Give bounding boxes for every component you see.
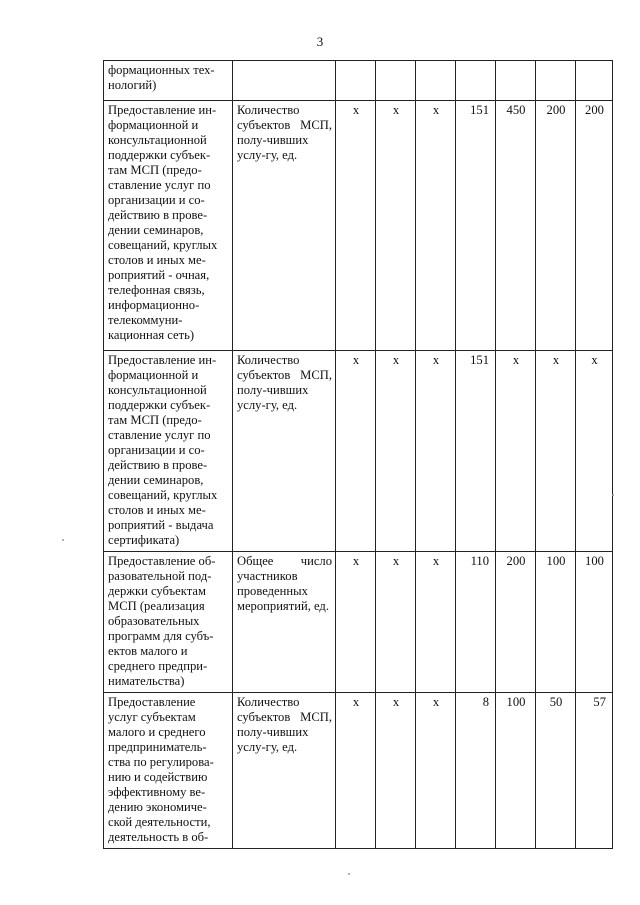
value-cell <box>336 61 376 101</box>
value-cell: х <box>416 693 456 849</box>
table-row <box>104 552 613 693</box>
value-cell <box>496 61 536 101</box>
value-cell: х <box>576 351 613 552</box>
service-cell: формационных тех- нологий) <box>104 61 233 101</box>
value-cell <box>536 61 576 101</box>
value-cell: х <box>416 552 456 693</box>
value-cell <box>576 61 613 101</box>
scan-speck <box>62 539 64 541</box>
value-cell: х <box>376 351 416 552</box>
service-cell: Предоставление ин- формационной и консультационной поддержки субъек- там МСП (предо- ставление услуг по организации и со- действию в прове- дении семинаров, совещаний, круглых столов и иных ме- роприятий - очная, телефонная связь, информационно- телекоммуни- кационная сеть) <box>104 101 233 351</box>
value-cell: 100 <box>496 693 536 849</box>
value-cell <box>376 61 416 101</box>
value-cell <box>456 61 496 101</box>
table-row <box>104 101 613 351</box>
indicator-cell <box>233 61 336 101</box>
value-cell <box>416 61 456 101</box>
value-cell: 100 <box>576 552 613 693</box>
value-cell: х <box>416 351 456 552</box>
scan-speck <box>612 494 614 496</box>
value-cell: 110 <box>456 552 496 693</box>
scan-speck <box>348 873 350 875</box>
value-cell: х <box>376 693 416 849</box>
indicator-cell: Количество субъектов МСП, полу-чивших услу-гу, ед. <box>233 101 336 351</box>
table-row <box>104 61 613 101</box>
value-cell: х <box>336 693 376 849</box>
value-cell: 100 <box>536 552 576 693</box>
value-cell: х <box>536 351 576 552</box>
value-cell: 200 <box>576 101 613 351</box>
page-number: 3 <box>316 34 324 49</box>
table-row <box>104 351 613 552</box>
value-cell: 200 <box>536 101 576 351</box>
value-cell: 450 <box>496 101 536 351</box>
value-cell: 200 <box>496 552 536 693</box>
service-cell: Предоставление услуг субъектам малого и среднего предприниматель- ства по регулирова- нию и содействию эффективному ве- дению экономиче- ской деятельности, деятельность в об- <box>104 693 233 849</box>
value-cell: х <box>416 101 456 351</box>
value-cell: 151 <box>456 351 496 552</box>
value-cell: х <box>376 101 416 351</box>
value-cell: х <box>336 101 376 351</box>
value-cell: х <box>336 351 376 552</box>
service-cell: Предоставление об- разовательной под- держки субъектам МСП (реализация образовательных программ для субъ- ектов малого и среднего предпри- нимательства) <box>104 552 233 693</box>
value-cell: 57 <box>576 693 613 849</box>
value-cell: 50 <box>536 693 576 849</box>
value-cell: 151 <box>456 101 496 351</box>
indicators-table <box>103 60 613 849</box>
value-cell: 8 <box>456 693 496 849</box>
value-cell: х <box>496 351 536 552</box>
value-cell: х <box>376 552 416 693</box>
indicator-cell: Общее число участников проведенных мероприятий, ед. <box>233 552 336 693</box>
service-cell: Предоставление ин- формационной и консультационной поддержки субъек- там МСП (предо- ставление услуг по организации и со- действию в прове- дении семинаров, совещаний, круглых столов и иных ме- роприятий - выдача сертификата) <box>104 351 233 552</box>
value-cell: х <box>336 552 376 693</box>
indicator-cell: Количество субъектов МСП, полу-чивших услу-гу, ед. <box>233 693 336 849</box>
indicator-cell: Количество субъектов МСП, полу-чивших услу-гу, ед. <box>233 351 336 552</box>
table-row <box>104 693 613 849</box>
